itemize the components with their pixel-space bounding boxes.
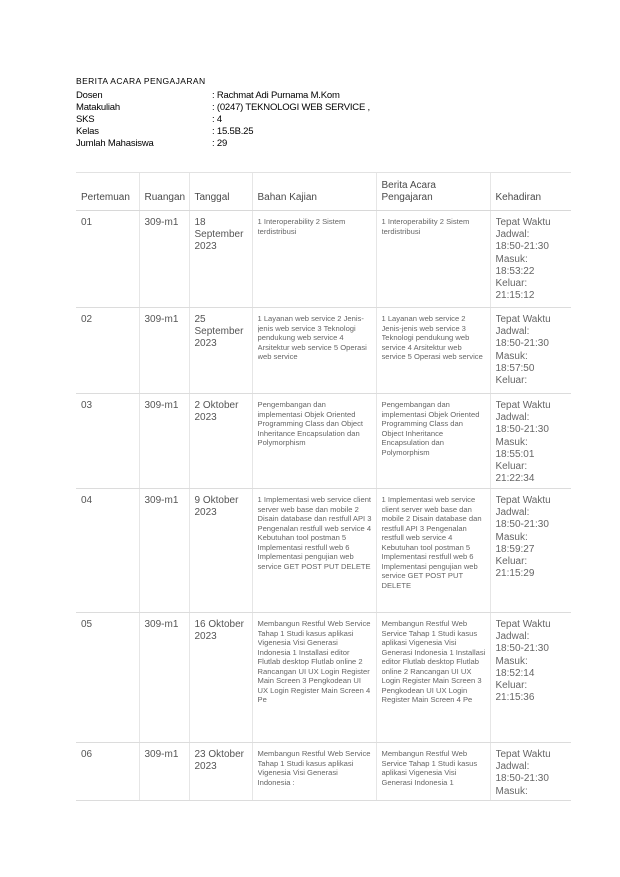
cell-pertemuan-text: 04 bbox=[81, 495, 93, 506]
cell-tanggal-text: 16 Oktober 2023 bbox=[194, 619, 244, 642]
cell-ruangan bbox=[139, 489, 189, 613]
cell-kehadiran-text: Tepat Waktu Jadwal: 18:50-21:30 Masuk: 18:52:14 Keluar: 21:15:36 bbox=[495, 619, 551, 704]
cell-tanggal bbox=[189, 394, 252, 489]
cell-tanggal bbox=[189, 489, 252, 613]
cell-ruangan bbox=[139, 743, 189, 801]
cell-bahan-kajian bbox=[252, 211, 376, 308]
document-header bbox=[76, 76, 536, 150]
cell-kehadiran bbox=[490, 743, 571, 801]
cell-ruangan-text: 309-m1 bbox=[144, 749, 179, 760]
info-block bbox=[76, 90, 536, 150]
cell-ruangan-text: 309-m1 bbox=[144, 495, 179, 506]
table-row bbox=[76, 308, 571, 394]
cell-pertemuan bbox=[76, 308, 139, 394]
cell-pertemuan-text: 06 bbox=[81, 749, 93, 760]
cell-ruangan-text: 309-m1 bbox=[144, 217, 179, 228]
cell-tanggal bbox=[189, 743, 252, 801]
info-label: Jumlah Mahasiswa bbox=[76, 138, 154, 149]
cell-berita-acara bbox=[376, 489, 490, 613]
cell-bahan-kajian-text: 1 Layanan web service 2 Jenis-jenis web service 3 Teknologi pendukung web service 4 Arsitektur web service 5 Operasi web service bbox=[257, 314, 367, 361]
cell-berita-acara bbox=[376, 394, 490, 489]
cell-kehadiran-text: Tepat Waktu Jadwal: 18:50-21:30 Masuk: 18:57:50 Keluar: bbox=[495, 314, 551, 387]
cell-pertemuan-text: 05 bbox=[81, 619, 93, 630]
column-header-kehadiran: Kehadiran bbox=[490, 173, 571, 211]
cell-bahan-kajian-text: Membangun Restful Web Service Tahap 1 Studi kasus aplikasi Vigenesia Visi Generasi Indonesia : bbox=[257, 749, 371, 787]
cell-tanggal-text: 2 Oktober 2023 bbox=[194, 400, 239, 423]
cell-berita-acara-text: Membangun Restful Web Service Tahap 1 Studi kasus aplikasi Vigenesia Visi Generasi Indonesia 1 Installasi editor Flutlab desktop Flutlab online 2 Rancangan UI UX Login Register Main Screen 3 Pengkodean UI UX Login Register Main Screen 4 Pe bbox=[381, 619, 486, 704]
table-header-row bbox=[76, 173, 571, 211]
info-value: : 15.5B.25 bbox=[212, 126, 254, 137]
cell-berita-acara bbox=[376, 308, 490, 394]
cell-berita-acara-text: 1 Implementasi web service client server web base dan mobile 2 Disain database dan restfull API 3 Pengenalan restfull web service 4 Kebutuhan tool postman 5 Implementasi restfull web 6 Implementasi pengujian web service GET POST PUT DELETE bbox=[381, 495, 482, 590]
info-value: : (0247) TEKNOLOGI WEB SERVICE , bbox=[212, 102, 370, 113]
cell-kehadiran bbox=[490, 308, 571, 394]
cell-kehadiran-text: Tepat Waktu Jadwal: 18:50-21:30 Masuk: bbox=[495, 749, 551, 796]
info-label: Kelas bbox=[76, 126, 99, 137]
cell-kehadiran bbox=[490, 613, 571, 743]
cell-berita-acara-text: 1 Layanan web service 2 Jenis-jenis web service 3 Teknologi pendukung web service 4 Arsitektur web service 5 Operasi web service bbox=[381, 314, 483, 361]
cell-pertemuan-text: 02 bbox=[81, 314, 93, 325]
cell-berita-acara bbox=[376, 211, 490, 308]
cell-bahan-kajian-text: 1 Implementasi web service client server web base dan mobile 2 Disain database dan restfull API 3 Pengenalan restfull web service 4 Kebutuhan tool postman 5 Implementasi restfull web 6 Implementasi pengujian web service GET POST PUT DELETE bbox=[257, 495, 372, 571]
cell-tanggal-text: 9 Oktober 2023 bbox=[194, 495, 239, 518]
cell-bahan-kajian-text: 1 Interoperability 2 Sistem terdistribusi bbox=[257, 217, 346, 236]
cell-bahan-kajian bbox=[252, 308, 376, 394]
info-row bbox=[76, 114, 536, 126]
cell-kehadiran-text: Tepat Waktu Jadwal: 18:50-21:30 Masuk: 18:59:27 Keluar: 21:15:29 bbox=[495, 495, 551, 580]
cell-bahan-kajian bbox=[252, 394, 376, 489]
cell-berita-acara bbox=[376, 743, 490, 801]
cell-bahan-kajian bbox=[252, 743, 376, 801]
cell-berita-acara-text: Membangun Restful Web Service Tahap 1 Studi kasus aplikasi Vigenesia Visi Generasi Indonesia 1 bbox=[381, 749, 478, 787]
info-label: SKS bbox=[76, 114, 95, 125]
column-header-pertemuan: Pertemuan bbox=[76, 173, 139, 211]
cell-ruangan-text: 309-m1 bbox=[144, 619, 179, 630]
table-row bbox=[76, 211, 571, 308]
cell-ruangan bbox=[139, 211, 189, 308]
cell-bahan-kajian-text: Membangun Restful Web Service Tahap 1 Studi kasus aplikasi Vigenesia Visi Generasi Indonesia 1 Installasi editor Flutlab desktop Flutlab online 2 Rancangan UI UX Login Register Main Screen 3 Pengkodean UI UX Login Register Main Screen 4 Pe bbox=[257, 619, 371, 704]
column-header-berita-acara: Berita Acara Pengajaran bbox=[376, 173, 490, 211]
info-row bbox=[76, 102, 536, 114]
info-label: Dosen bbox=[76, 90, 103, 101]
cell-ruangan bbox=[139, 613, 189, 743]
cell-tanggal bbox=[189, 613, 252, 743]
info-value: : 4 bbox=[212, 114, 222, 125]
cell-berita-acara bbox=[376, 613, 490, 743]
cell-pertemuan-text: 03 bbox=[81, 400, 93, 411]
cell-tanggal-text: 23 Oktober 2023 bbox=[194, 749, 244, 772]
cell-pertemuan bbox=[76, 489, 139, 613]
column-header-ruangan: Ruangan bbox=[139, 173, 189, 211]
cell-pertemuan bbox=[76, 394, 139, 489]
cell-ruangan-text: 309-m1 bbox=[144, 400, 179, 411]
table-row bbox=[76, 489, 571, 613]
table-row bbox=[76, 743, 571, 801]
cell-kehadiran bbox=[490, 211, 571, 308]
cell-pertemuan-text: 01 bbox=[81, 217, 93, 228]
cell-kehadiran-text: Tepat Waktu Jadwal: 18:50-21:30 Masuk: 18:53:22 Keluar: 21:15:12 bbox=[495, 217, 551, 302]
info-row bbox=[76, 126, 536, 138]
cell-berita-acara-text: Pengembangan dan implementasi Objek Oriented Programming Class dan Object Inheritance Encapsulation dan Polymorphism bbox=[381, 400, 480, 457]
cell-bahan-kajian-text: Pengembangan dan implementasi Objek Oriented Programming Class dan Object Inheritance Encapsulation dan Polymorphism bbox=[257, 400, 364, 447]
column-header-bahan-kajian: Bahan Kajian bbox=[252, 173, 376, 211]
info-value: : 29 bbox=[212, 138, 228, 149]
cell-tanggal-text: 25 September 2023 bbox=[194, 314, 244, 349]
table-row bbox=[76, 394, 571, 489]
cell-kehadiran-text: Tepat Waktu Jadwal: 18:50-21:30 Masuk: 18:55:01 Keluar: 21:22:34 bbox=[495, 400, 551, 484]
table-row bbox=[76, 613, 571, 743]
column-header-tanggal: Tanggal bbox=[189, 173, 252, 211]
cell-pertemuan bbox=[76, 743, 139, 801]
cell-tanggal bbox=[189, 211, 252, 308]
cell-kehadiran bbox=[490, 489, 571, 613]
cell-kehadiran bbox=[490, 394, 571, 489]
cell-ruangan bbox=[139, 308, 189, 394]
cell-pertemuan bbox=[76, 211, 139, 308]
cell-bahan-kajian bbox=[252, 489, 376, 613]
cell-bahan-kajian bbox=[252, 613, 376, 743]
cell-tanggal-text: 18 September 2023 bbox=[194, 217, 244, 252]
cell-ruangan-text: 309-m1 bbox=[144, 314, 179, 325]
cell-pertemuan bbox=[76, 613, 139, 743]
cell-berita-acara-text: 1 Interoperability 2 Sistem terdistribusi bbox=[381, 217, 470, 236]
cell-tanggal bbox=[189, 308, 252, 394]
info-row bbox=[76, 90, 536, 102]
document-title: BERITA ACARA PENGAJARAN bbox=[76, 76, 206, 86]
cell-ruangan bbox=[139, 394, 189, 489]
info-value: : Rachmat Adi Purnama M.Kom bbox=[212, 90, 340, 101]
info-label: Matakuliah bbox=[76, 102, 120, 113]
info-row bbox=[76, 138, 536, 150]
attendance-table bbox=[76, 172, 571, 801]
